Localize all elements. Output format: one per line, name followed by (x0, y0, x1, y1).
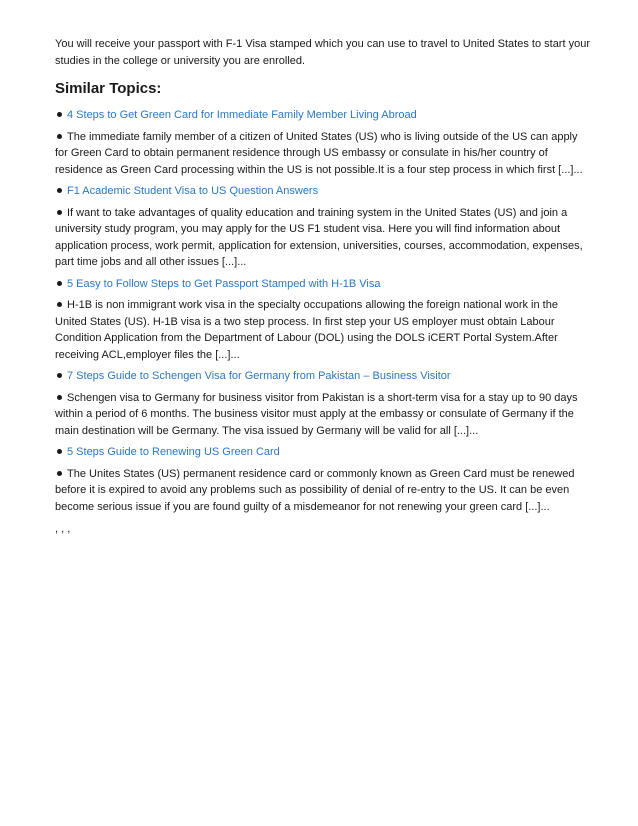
document-page (55, 36, 590, 537)
topic-description: Schengen visa to Germany for business visitor from Pakistan is a short-term visa for a stay up to 90 days within a period of 6 months. The business visitor must apply at the embassy or consulate of Germany if the main destination will be Germany. The visa issued by Germany will be valid for all [...]... (55, 391, 578, 437)
bullet-icon (57, 449, 62, 454)
bullet-icon (57, 210, 62, 215)
topic-description: The Unites States (US) permanent residence card or commonly known as Green Card must be renewed before it is expired to avoid any problems such as possibility of denial of re-entry to the US. It can be even become serious issue if you are found guilty of a misdemeanor for not renewing your green card [...]... (55, 467, 575, 513)
bullet-icon (57, 395, 62, 400)
topic-link[interactable]: 4 Steps to Get Green Card for Immediate Family Member Living Abroad (67, 109, 417, 121)
topic-description: The immediate family member of a citizen of United States (US) who is living outside of the US can apply for Green Card to obtain permanent residence through US embassy or consulate in his/her country of residence as Green Card processing within the US is not possible.It is a four step process in which first [...]... (55, 130, 583, 176)
topic-link-row (55, 107, 590, 124)
topic-item (55, 183, 590, 271)
intro-paragraph: You will receive your passport with F-1 Visa stamped which you can use to travel to United States to start your studies in the college or university you are enrolled. (55, 38, 590, 67)
topic-description: H-1B is non immigrant work visa in the specialty occupations allowing the foreign national work in the United States (US). H-1B visa is a two step process. In first step your US employer must obtain Labour Condition Application from the Department of Labour (DOL) using the DOLS iCERT Portal System.After receiving ACL,employer files the [...]... (55, 299, 558, 361)
topic-link[interactable]: 5 Easy to Follow Steps to Get Passport Stamped with H-1B Visa (67, 277, 381, 290)
topic-link-row (55, 368, 590, 385)
topic-link-row (55, 183, 590, 200)
bullet-icon (57, 134, 62, 139)
topic-link-row (55, 444, 590, 461)
bullet-icon (57, 188, 62, 193)
topic-link[interactable]: 7 Steps Guide to Schengen Visa for Germany from Pakistan – Business Visitor (67, 370, 451, 382)
topic-description-row (55, 205, 590, 271)
topic-link[interactable]: 5 Steps Guide to Renewing US Green Card (67, 446, 280, 458)
bullet-icon (57, 281, 62, 286)
topic-link[interactable]: F1 Academic Student Visa to US Question Answers (67, 185, 319, 197)
topic-item (55, 276, 590, 364)
bullet-icon (57, 112, 62, 117)
topic-description: If want to take advantages of quality education and training system in the United States (US) and join a university study program, you may apply for the US F1 student visa. Here you will find information about application process, work permit, application for extension, universities, courses, accommodation, expenses, part time jobs and all other issues [...]... (55, 206, 583, 268)
bullet-icon (57, 373, 62, 378)
topic-item (55, 368, 590, 439)
section-title: Similar Topics: (55, 80, 162, 97)
trailing-commas: , , , (55, 523, 71, 535)
topic-item (55, 107, 590, 178)
topic-description-row (55, 390, 590, 440)
topic-description-row (55, 297, 590, 363)
topic-item (55, 444, 590, 515)
bullet-icon (57, 302, 62, 307)
topic-description-row (55, 466, 590, 516)
topic-link-row (55, 276, 590, 293)
topic-description-row (55, 129, 590, 179)
bullet-icon (57, 471, 62, 476)
